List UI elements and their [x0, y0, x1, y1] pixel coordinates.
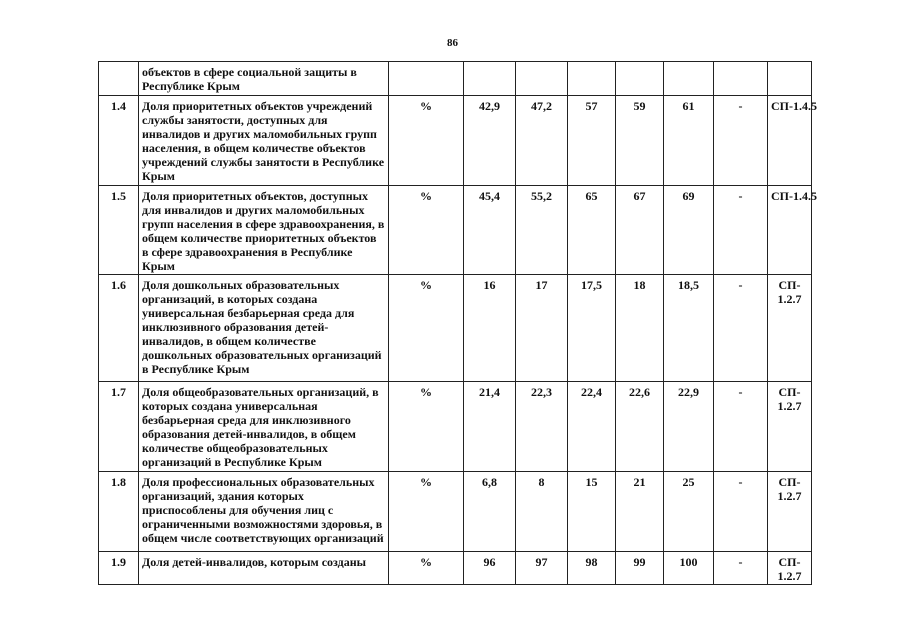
unit-cell: %: [389, 186, 464, 275]
value-cell: 17,5: [568, 275, 616, 382]
description-cell: объектов в сфере социальной защиты в Республике Крым: [139, 62, 389, 96]
value-cell: -: [714, 96, 768, 186]
indicators-table: [98, 61, 817, 585]
row-number-cell: 1.9: [99, 552, 139, 585]
table-row: [99, 275, 812, 382]
row-number-cell: 1.6: [99, 275, 139, 382]
value-cell: 59: [616, 96, 664, 186]
unit-cell: [389, 62, 464, 96]
description-cell: Доля дошкольных образовательных организаций, в которых создана универсальная безбарьерная среда для инклюзивного образования детей-инвалидов, в общем количестве дошкольных образовательных организаций в Республике Крым: [139, 275, 389, 382]
value-cell: 22,3: [516, 382, 568, 472]
unit-cell: %: [389, 552, 464, 585]
row-number-cell: [99, 62, 139, 96]
description-cell: Доля приоритетных объектов учреждений службы занятости, доступных для инвалидов и других маломобильных групп населения, в общем количестве объектов учреждений службы занятости в Республике Крым: [139, 96, 389, 186]
value-cell: [714, 62, 768, 96]
value-cell: 42,9: [464, 96, 516, 186]
description-cell: Доля детей-инвалидов, которым созданы: [139, 552, 389, 585]
source-cell: СП- 1.2.7: [768, 275, 812, 382]
page-number: 86: [447, 37, 458, 49]
source-cell: СП-1.4.5: [768, 186, 812, 275]
value-cell: 98: [568, 552, 616, 585]
table-row: [99, 552, 812, 585]
table-row: [99, 96, 812, 186]
table-row: [99, 382, 812, 472]
value-cell: [568, 62, 616, 96]
source-cell: СП-1.4.5: [768, 96, 812, 186]
value-cell: -: [714, 472, 768, 552]
value-cell: 69: [664, 186, 714, 275]
value-cell: 6,8: [464, 472, 516, 552]
value-cell: -: [714, 382, 768, 472]
row-number-cell: 1.5: [99, 186, 139, 275]
source-cell: [768, 62, 812, 96]
value-cell: 25: [664, 472, 714, 552]
row-number-cell: 1.4: [99, 96, 139, 186]
description-cell: Доля общеобразовательных организаций, в которых создана универсальная безбарьерная среда для инклюзивного образования детей-инвалидов, в общем количестве общеобразовательных организаций в Республике Крым: [139, 382, 389, 472]
description-cell: Доля профессиональных образовательных организаций, здания которых приспособлены для обучения лиц с ограниченными возможностями здоровья, в общем числе соответствующих организаций: [139, 472, 389, 552]
value-cell: 21,4: [464, 382, 516, 472]
row-number-cell: 1.7: [99, 382, 139, 472]
value-cell: 47,2: [516, 96, 568, 186]
value-cell: 8: [516, 472, 568, 552]
value-cell: 57: [568, 96, 616, 186]
row-number-cell: 1.8: [99, 472, 139, 552]
value-cell: [516, 62, 568, 96]
value-cell: [464, 62, 516, 96]
value-cell: -: [714, 275, 768, 382]
unit-cell: %: [389, 472, 464, 552]
description-cell: Доля приоритетных объектов, доступных для инвалидов и других маломобильных групп населения в сфере здравоохранения, в общем количестве приоритетных объектов в сфере здравоохранения в Республике Крым: [139, 186, 389, 275]
value-cell: -: [714, 552, 768, 585]
table-row: [99, 472, 812, 552]
table-row: [99, 62, 812, 96]
value-cell: 16: [464, 275, 516, 382]
value-cell: 15: [568, 472, 616, 552]
unit-cell: %: [389, 96, 464, 186]
value-cell: [616, 62, 664, 96]
unit-cell: %: [389, 275, 464, 382]
value-cell: 97: [516, 552, 568, 585]
unit-cell: %: [389, 382, 464, 472]
value-cell: -: [714, 186, 768, 275]
value-cell: 22,4: [568, 382, 616, 472]
value-cell: 18,5: [664, 275, 714, 382]
source-cell: СП- 1.2.7: [768, 552, 812, 585]
value-cell: 61: [664, 96, 714, 186]
table-row: [99, 186, 812, 275]
value-cell: 18: [616, 275, 664, 382]
value-cell: [664, 62, 714, 96]
value-cell: 21: [616, 472, 664, 552]
value-cell: 22,9: [664, 382, 714, 472]
source-cell: СП- 1.2.7: [768, 382, 812, 472]
value-cell: 65: [568, 186, 616, 275]
value-cell: 96: [464, 552, 516, 585]
value-cell: 99: [616, 552, 664, 585]
value-cell: 67: [616, 186, 664, 275]
value-cell: 22,6: [616, 382, 664, 472]
value-cell: 100: [664, 552, 714, 585]
value-cell: 17: [516, 275, 568, 382]
source-cell: СП- 1.2.7: [768, 472, 812, 552]
value-cell: 55,2: [516, 186, 568, 275]
value-cell: 45,4: [464, 186, 516, 275]
